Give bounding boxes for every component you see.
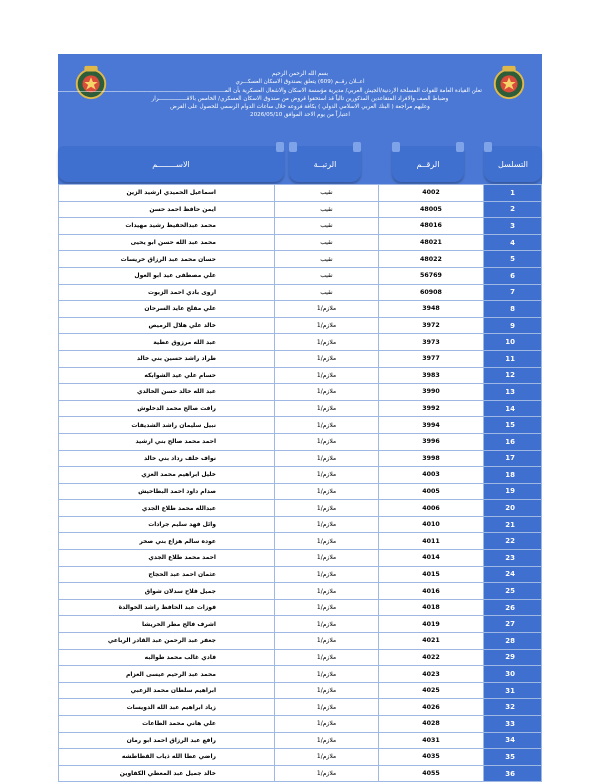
- table-row: [59, 384, 542, 401]
- number-cell: 4035: [379, 749, 484, 766]
- header-line: تعلن القيادة العامة للقوات المسلحة الاردنية/الجيش العربي/ مديرية مؤسسة الاسكان والاشغال العسكرية بأن المــــــــــــــــــــــــــــــــــــــــــــــــــــــــــــــــــــــــــــــــــــــــــــــــــــــــــــــــــــــــــــــــــــــــ: [1, 87, 482, 94]
- name-cell: رافت صالح محمد الدخلوش: [59, 400, 275, 417]
- rank-cell: نقيب: [275, 251, 379, 268]
- number-cell: 4018: [379, 599, 484, 616]
- serial-cell: 28: [484, 633, 542, 650]
- rank-cell: ملازم/1: [275, 699, 379, 716]
- number-cell: 3990: [379, 384, 484, 401]
- name-cell: علي هاني محمد الطاعات: [59, 716, 275, 733]
- rank-cell: ملازم/1: [275, 350, 379, 367]
- number-cell: 4006: [379, 500, 484, 517]
- army-emblem-icon: [490, 63, 528, 101]
- serial-cell: 4: [484, 234, 542, 251]
- name-cell: علي مصطفى عيد ابو الغول: [59, 267, 275, 284]
- number-cell: 48021: [379, 234, 484, 251]
- serial-cell: 2: [484, 201, 542, 218]
- column-header-name: الاســــــــم: [58, 146, 284, 182]
- serial-cell: 15: [484, 417, 542, 434]
- number-cell: 4019: [379, 616, 484, 633]
- announcement-text: [1, 70, 482, 120]
- table-row: [59, 516, 542, 533]
- rank-cell: ملازم/1: [275, 716, 379, 733]
- serial-cell: 35: [484, 749, 542, 766]
- serial-cell: 31: [484, 682, 542, 699]
- column-header-rank: الرتبــة: [289, 146, 361, 182]
- table-row: [59, 317, 542, 334]
- rank-cell: ملازم/1: [275, 500, 379, 517]
- name-cell: جميل فلاح سدلان شواق: [59, 583, 275, 600]
- table-row: [59, 350, 542, 367]
- rank-cell: نقيب: [275, 218, 379, 235]
- serial-cell: 24: [484, 566, 542, 583]
- number-cell: 4055: [379, 765, 484, 782]
- rank-cell: ملازم/1: [275, 566, 379, 583]
- serial-cell: 9: [484, 317, 542, 334]
- name-cell: طراد راشد حسين بني خالد: [59, 350, 275, 367]
- rank-cell: ملازم/1: [275, 682, 379, 699]
- rank-cell: ملازم/1: [275, 599, 379, 616]
- name-cell: ابراهيم سلطان محمد الزعبي: [59, 682, 275, 699]
- number-cell: 4022: [379, 649, 484, 666]
- table-row: [59, 251, 542, 268]
- rank-cell: ملازم/1: [275, 467, 379, 484]
- table-row: [59, 467, 542, 484]
- table-row: [59, 599, 542, 616]
- number-cell: 4003: [379, 467, 484, 484]
- number-cell: 4010: [379, 516, 484, 533]
- number-cell: 3998: [379, 450, 484, 467]
- serial-cell: 11: [484, 350, 542, 367]
- serial-cell: 34: [484, 732, 542, 749]
- number-cell: 4015: [379, 566, 484, 583]
- serial-cell: 1: [484, 185, 542, 202]
- name-cell: زياد ابراهيم عبد الله الدويسات: [59, 699, 275, 716]
- table-row: [59, 433, 542, 450]
- serial-cell: 16: [484, 433, 542, 450]
- table-row: [59, 533, 542, 550]
- rank-cell: ملازم/1: [275, 450, 379, 467]
- serial-cell: 30: [484, 666, 542, 683]
- table-row: [59, 334, 542, 351]
- header-line: بسم الله الرحمن الرحيم: [271, 71, 329, 77]
- name-cell: اشرف فالح مطر الخريشا: [59, 616, 275, 633]
- rank-cell: ملازم/1: [275, 633, 379, 650]
- table-row: [59, 649, 542, 666]
- name-cell: محمد عبد الرحيم عيسى العزام: [59, 666, 275, 683]
- rank-cell: ملازم/1: [275, 732, 379, 749]
- name-cell: حسام علي عيد الشوابكه: [59, 367, 275, 384]
- header-line: وضباط الصف والافراد المتقاعدين المذكورين تالياً قد استحقوا قروض من صندوق الاسكان العسكري/ الخامس بالاقـــــــــــــــــرار: [151, 95, 449, 102]
- serial-cell: 8: [484, 301, 542, 318]
- rank-cell: نقيب: [275, 201, 379, 218]
- rank-cell: ملازم/1: [275, 334, 379, 351]
- army-emblem-icon: [72, 63, 110, 101]
- number-cell: 4016: [379, 583, 484, 600]
- table-row: [59, 185, 542, 202]
- table-row: [59, 234, 542, 251]
- number-cell: 60908: [379, 284, 484, 301]
- serial-cell: 17: [484, 450, 542, 467]
- rank-cell: ملازم/1: [275, 533, 379, 550]
- rank-cell: ملازم/1: [275, 400, 379, 417]
- rank-cell: ملازم/1: [275, 749, 379, 766]
- serial-cell: 29: [484, 649, 542, 666]
- rank-cell: نقيب: [275, 234, 379, 251]
- number-cell: 3973: [379, 334, 484, 351]
- table-row: [59, 400, 542, 417]
- table-row: [59, 583, 542, 600]
- table-row: [59, 732, 542, 749]
- rank-cell: ملازم/1: [275, 516, 379, 533]
- name-cell: عوده سالم هزاع بني صخر: [59, 533, 275, 550]
- number-cell: 3948: [379, 301, 484, 318]
- column-header-serial: التسلسل: [484, 146, 542, 182]
- name-cell: احمد محمد طلاع الجدي: [59, 550, 275, 567]
- table-row: [59, 450, 542, 467]
- rank-cell: ملازم/1: [275, 367, 379, 384]
- table-row: [59, 218, 542, 235]
- table-row: [59, 765, 542, 782]
- serial-cell: 13: [484, 384, 542, 401]
- rank-cell: نقيب: [275, 267, 379, 284]
- number-cell: 3972: [379, 317, 484, 334]
- number-cell: 3977: [379, 350, 484, 367]
- serial-cell: 3: [484, 218, 542, 235]
- number-cell: 4011: [379, 533, 484, 550]
- serial-cell: 32: [484, 699, 542, 716]
- name-cell: عبد الله مرزوق عطية: [59, 334, 275, 351]
- number-cell: 4005: [379, 483, 484, 500]
- name-cell: علي مفلح عايد السرحان: [59, 301, 275, 318]
- table-row: [59, 284, 542, 301]
- header-line: اعــلان رقــم (609) يتعلق بصندوق الاسكان العسكـــري: [235, 79, 365, 86]
- serial-cell: 12: [484, 367, 542, 384]
- table-row: [59, 682, 542, 699]
- name-cell: رافع عبد الرزاق احمد ابو رمان: [59, 732, 275, 749]
- name-cell: جعفر عبد الرحمن عبد القادر الرباعي: [59, 633, 275, 650]
- rank-cell: ملازم/1: [275, 317, 379, 334]
- name-cell: حسان محمد عبد الرزاق خريسات: [59, 251, 275, 268]
- number-cell: 4023: [379, 666, 484, 683]
- number-cell: 3983: [379, 367, 484, 384]
- rank-cell: ملازم/1: [275, 417, 379, 434]
- name-cell: صدام داود احمد البطاحيش: [59, 483, 275, 500]
- name-cell: نواف خلف رداد بني خالد: [59, 450, 275, 467]
- table-row: [59, 301, 542, 318]
- name-cell: راضي عطا الله ذياب القطاطشه: [59, 749, 275, 766]
- name-cell: احمد محمد صالح بني ارشيد: [59, 433, 275, 450]
- name-cell: خالد جميل عبد المعطي الكفاوين: [59, 765, 275, 782]
- table-row: [59, 500, 542, 517]
- number-cell: 4021: [379, 633, 484, 650]
- name-cell: فوزات عبد الحافظ راشد الخوالدة: [59, 599, 275, 616]
- name-cell: اسماعيل الحميدي ارشيد الزين: [59, 185, 275, 202]
- name-cell: محمد عبد الله حسن ابو يحيى: [59, 234, 275, 251]
- name-cell: خليل ابراهيم محمد العزي: [59, 467, 275, 484]
- serial-cell: 21: [484, 516, 542, 533]
- rank-cell: ملازم/1: [275, 616, 379, 633]
- name-cell: عبدالله محمد طلاع الجدي: [59, 500, 275, 517]
- serial-cell: 26: [484, 599, 542, 616]
- rank-cell: ملازم/1: [275, 384, 379, 401]
- column-header-number: الرقــم: [392, 146, 464, 182]
- serial-cell: 7: [484, 284, 542, 301]
- name-cell: اروى بادي احمد الزبوت: [59, 284, 275, 301]
- table-row: [59, 666, 542, 683]
- name-cell: وائل فهد سليم جرادات: [59, 516, 275, 533]
- rank-cell: ملازم/1: [275, 483, 379, 500]
- serial-cell: 14: [484, 400, 542, 417]
- rank-cell: ملازم/1: [275, 765, 379, 782]
- number-cell: 4026: [379, 699, 484, 716]
- rank-cell: ملازم/1: [275, 550, 379, 567]
- number-cell: 4002: [379, 185, 484, 202]
- serial-cell: 27: [484, 616, 542, 633]
- table-row: [59, 550, 542, 567]
- name-cell: محمد عبدالحفيظ رشيد مهيدات: [59, 218, 275, 235]
- number-cell: 3996: [379, 433, 484, 450]
- table-row: [59, 267, 542, 284]
- number-cell: 4031: [379, 732, 484, 749]
- table-row: [59, 749, 542, 766]
- name-cell: ايمن حافظ احمد حسن: [59, 201, 275, 218]
- number-cell: 48022: [379, 251, 484, 268]
- table-row: [59, 566, 542, 583]
- number-cell: 4014: [379, 550, 484, 567]
- name-cell: عبد الله خالد حسن الخالدي: [59, 384, 275, 401]
- name-cell: خالد علي هلال الرميص: [59, 317, 275, 334]
- table-row: [59, 633, 542, 650]
- serial-cell: 22: [484, 533, 542, 550]
- serial-cell: 36: [484, 765, 542, 782]
- serial-cell: 25: [484, 583, 542, 600]
- name-cell: فادي غالب محمد طوالبه: [59, 649, 275, 666]
- number-cell: 3994: [379, 417, 484, 434]
- column-headers: [58, 146, 542, 186]
- table-row: [59, 716, 542, 733]
- serial-cell: 10: [484, 334, 542, 351]
- rank-cell: ملازم/1: [275, 301, 379, 318]
- header-line: وعليهم مراجعة ( البنك العربي الاسلامي الدولي ) بكافة فروعه خلال ساعات الدوام الرسمي للحصول على القرض: [170, 104, 430, 111]
- serial-cell: 6: [484, 267, 542, 284]
- serial-cell: 18: [484, 467, 542, 484]
- table-row: [59, 699, 542, 716]
- number-cell: 4025: [379, 682, 484, 699]
- rank-cell: ملازم/1: [275, 433, 379, 450]
- number-cell: 3992: [379, 400, 484, 417]
- number-cell: 48016: [379, 218, 484, 235]
- table-row: [59, 483, 542, 500]
- table-row: [59, 417, 542, 434]
- table-row: [59, 367, 542, 384]
- table-row: [59, 201, 542, 218]
- rank-cell: نقيب: [275, 185, 379, 202]
- rank-cell: ملازم/1: [275, 666, 379, 683]
- serial-cell: 19: [484, 483, 542, 500]
- rank-cell: نقيب: [275, 284, 379, 301]
- name-cell: عثمان احمد عبد الحجاج: [59, 566, 275, 583]
- number-cell: 56769: [379, 267, 484, 284]
- serial-cell: 23: [484, 550, 542, 567]
- serial-cell: 33: [484, 716, 542, 733]
- number-cell: 4028: [379, 716, 484, 733]
- loan-recipients-table: [58, 184, 542, 782]
- name-cell: نبيل سليمان راشد الشديفات: [59, 417, 275, 434]
- serial-cell: 20: [484, 500, 542, 517]
- serial-cell: 5: [484, 251, 542, 268]
- rank-cell: ملازم/1: [275, 649, 379, 666]
- table-row: [59, 616, 542, 633]
- number-cell: 48005: [379, 201, 484, 218]
- rank-cell: ملازم/1: [275, 583, 379, 600]
- header-line: اعتباراً من يوم الاحد الموافق 2026/05/10: [250, 112, 350, 119]
